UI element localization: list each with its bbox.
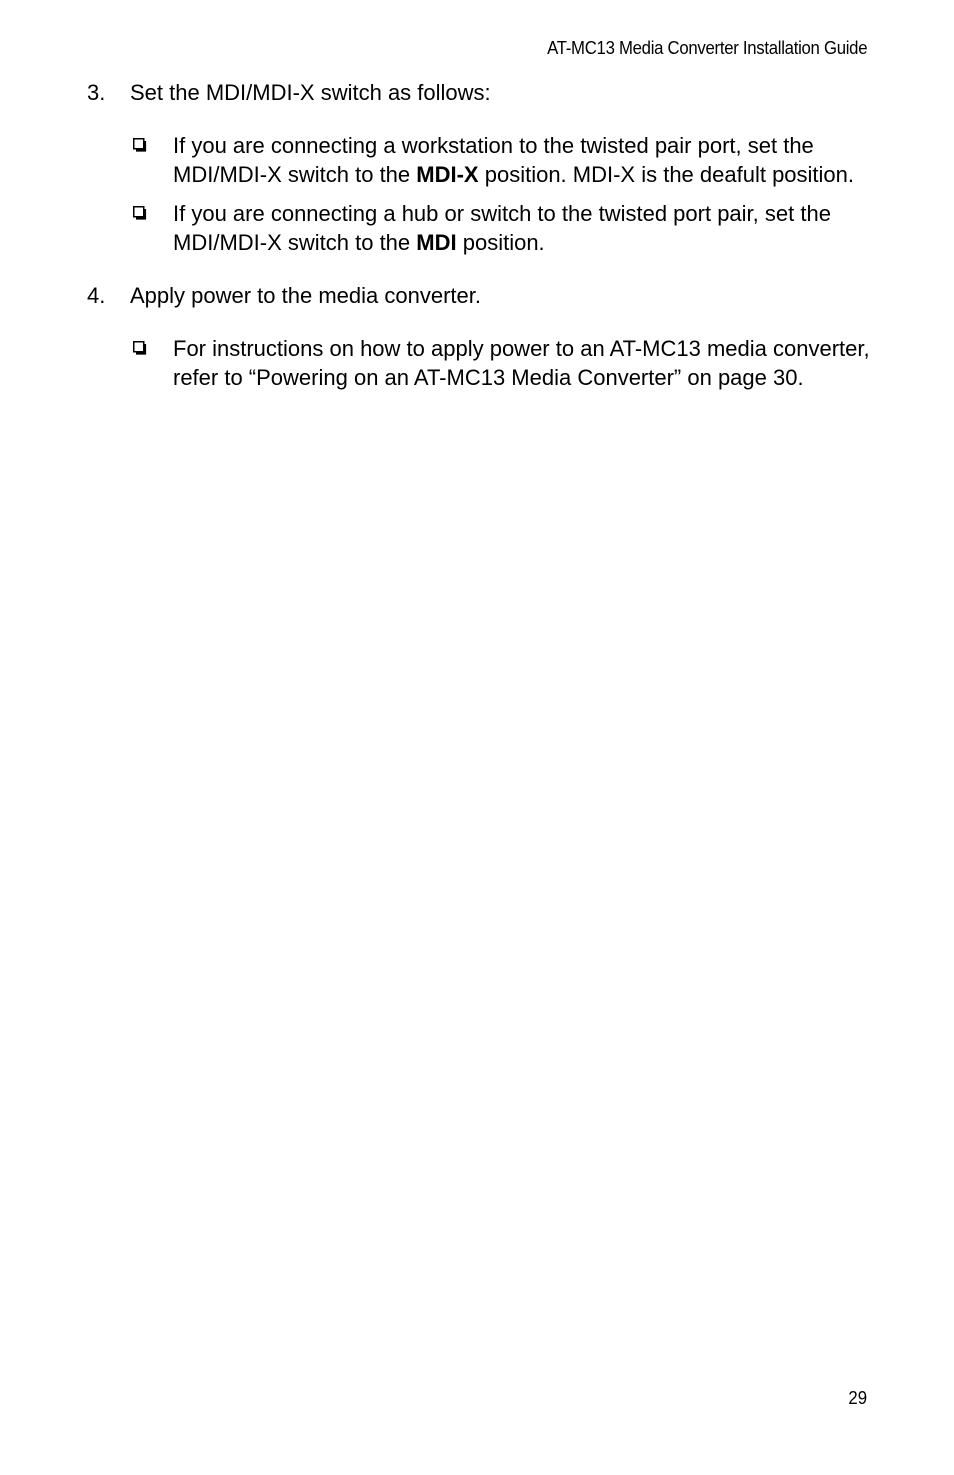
- step-number: 3.: [87, 80, 106, 105]
- bullet-item: [87, 334, 872, 392]
- bullet-item: [87, 131, 872, 189]
- bullet-bold-term: MDI: [416, 230, 457, 255]
- step-4-bullets: [87, 334, 872, 392]
- bullet-text: If you are connecting a hub or switch to the twisted port pair, set the MDI/MDI-X switch to the: [173, 201, 831, 255]
- checkbox-bullet-icon: [133, 206, 147, 220]
- step-text: Set the MDI/MDI-X switch as follows:: [130, 80, 491, 105]
- bullet-text: For instructions on how to apply power to an AT-MC13 media converter, refer to “Powering on an AT-MC13 Media Converter” on page 30.: [173, 336, 870, 390]
- step-4: [87, 281, 872, 311]
- checkbox-bullet-icon: [133, 341, 147, 355]
- bullet-text-continued: position.: [456, 230, 545, 255]
- bullet-text-continued: position. MDI-X is the deafult position.: [478, 162, 855, 187]
- bullet-item: [87, 199, 872, 257]
- page-body: [87, 78, 872, 416]
- step-number: 4.: [87, 283, 106, 308]
- page-number: 29: [848, 1388, 867, 1408]
- bullet-bold-term: MDI-X: [416, 162, 479, 187]
- checkbox-bullet-icon: [133, 138, 147, 152]
- bullet-text: If you are connecting a workstation to the twisted pair port, set the MDI/MDI-X switch to the: [173, 133, 814, 187]
- step-3-bullets: [87, 131, 872, 257]
- step-text: Apply power to the media converter.: [130, 283, 481, 308]
- step-3: [87, 78, 872, 108]
- running-header: AT-MC13 Media Converter Installation Guide: [546, 38, 867, 58]
